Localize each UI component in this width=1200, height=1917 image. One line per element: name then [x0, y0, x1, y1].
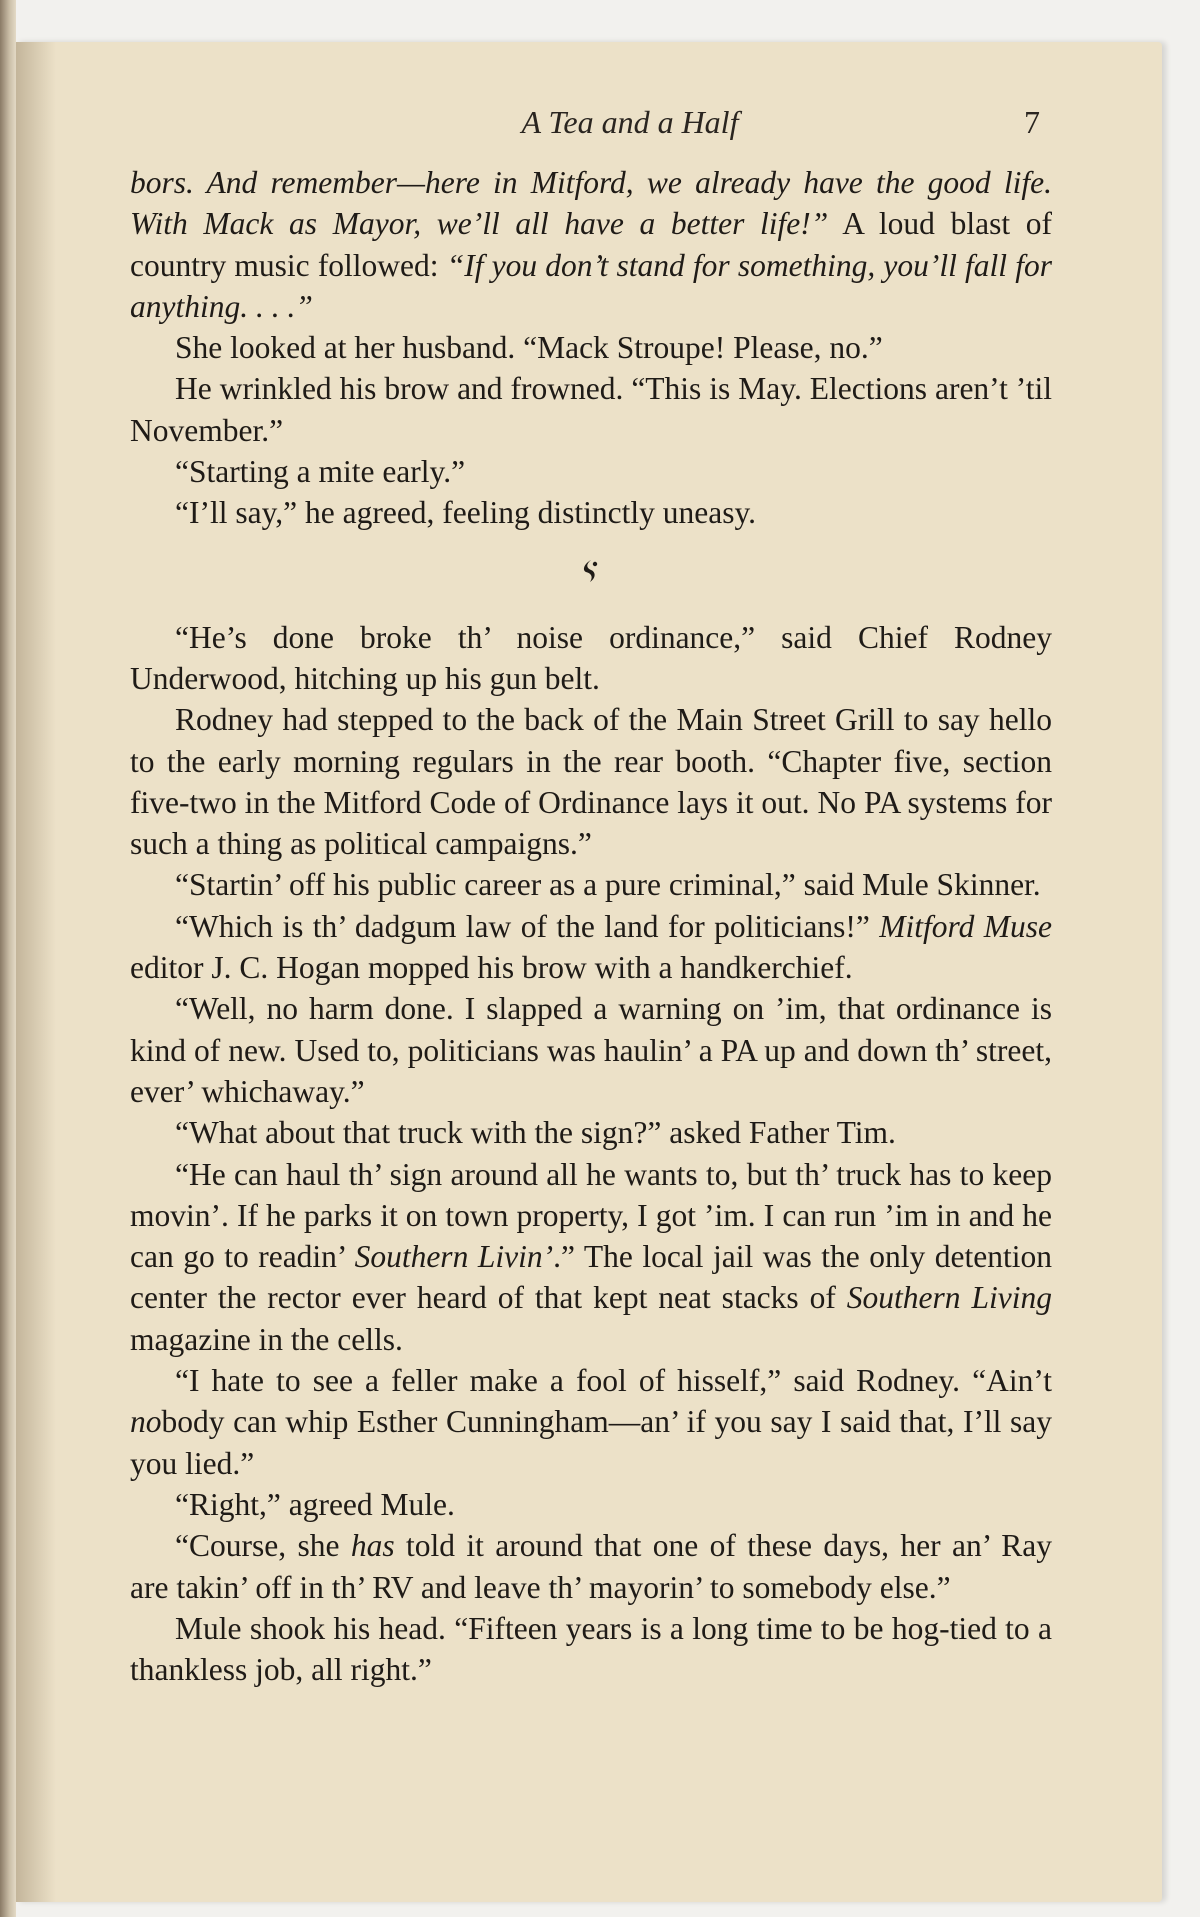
text-run: .” The local jail was the only detention center the rector ever heard of that kept neat stacks of [130, 1239, 1052, 1316]
italic-text-run: “If you don’t stand for something, you’ll fall for anything. . . .” [130, 247, 1052, 324]
paragraph [130, 162, 1052, 327]
paragraph [130, 699, 1052, 864]
page-number: 7 [1024, 104, 1040, 140]
paragraph [130, 906, 1052, 989]
italic-text-run: Mitford Muse [879, 908, 1052, 944]
text-run: Rodney had stepped to the back of the Main Street Grill to say hello to the early morning regulars in the rear booth. “Chapter five, section five-two in the Mitford Code of Ordinance lays it out. No PA systems for such a thing as political campaigns.” [130, 702, 1052, 862]
left-page-edge [0, 0, 16, 1917]
text-run: She looked at her husband. “Mack Stroupe! Please, no.” [175, 330, 883, 366]
text-run: magazine in the cells. [130, 1321, 403, 1357]
page-gutter-shadow [16, 42, 56, 1902]
paragraph [130, 617, 1052, 700]
text-run: “Well, no harm done. I slapped a warning on ’im, that ordinance is kind of new. Used to, politicians was haulin’ a PA up and down th’ street, ever’ whichaway.” [130, 991, 1052, 1109]
section-break [130, 554, 1052, 595]
paragraph [130, 864, 1052, 905]
text-run: “Right,” agreed Mule. [175, 1486, 455, 1522]
paragraph [130, 1608, 1052, 1691]
text-run: A loud blast of country music followed: [130, 206, 1052, 283]
paragraph [130, 988, 1052, 1112]
text-run: “Course, she [175, 1528, 351, 1564]
text-run: told it around that one of these days, her an’ Ray are takin’ off in th’ RV and leave th’ mayorin’ to somebody else.” [130, 1528, 1052, 1605]
paragraph [130, 1484, 1052, 1525]
text-run: editor J. C. Hogan mopped his brow with a handkerchief. [130, 950, 853, 986]
running-title: A Tea and a Half [521, 104, 739, 140]
italic-text-run: bors. And remember—here in Mitford, we already have the good life. With Mack as Mayor, we’ll all have a better life!” [130, 165, 1052, 242]
paragraph [130, 1360, 1052, 1484]
running-header [130, 104, 1050, 144]
paragraph [130, 451, 1052, 492]
italic-text-run: Southern Living [846, 1280, 1052, 1316]
text-run: “Starting a mite early.” [175, 454, 466, 490]
text-run: “Which is th’ dadgum law of the land for politicians!” [175, 908, 880, 944]
text-run: “What about that truck with the sign?” asked Father Tim. [175, 1115, 896, 1151]
italic-text-run: has [350, 1528, 395, 1564]
body-text [130, 162, 1052, 1690]
text-run: “Startin’ off his public career as a pure criminal,” said Mule Skinner. [175, 867, 1041, 903]
text-run: He wrinkled his brow and frowned. “This is May. Elections aren’t ’til November.” [130, 371, 1052, 448]
paragraph [130, 1112, 1052, 1153]
text-run: “I hate to see a feller make a fool of hisself,” said Rodney. “Ain’t [175, 1363, 1052, 1399]
text-run: “He’s done broke th’ noise ordinance,” said Chief Rodney Underwood, hitching up his gun belt. [130, 619, 1052, 696]
paragraph [130, 327, 1052, 368]
fleuron-ornament-icon [580, 558, 602, 591]
text-run: body can whip Esther Cunningham—an’ if you say I said that, I’ll say you lied.” [130, 1404, 1052, 1481]
text-run: “He can haul th’ sign around all he wants to, but th’ truck has to keep movin’. If he parks it on town property, I got ’im. I can run ’im in and he can go to readin’ [130, 1156, 1052, 1275]
paragraph [130, 492, 1052, 533]
text-run: Mule shook his head. “Fifteen years is a long time to be hog-tied to a thankless job, all right.” [130, 1610, 1052, 1688]
italic-text-run: Southern Livin’ [354, 1239, 554, 1275]
italic-text-run: no [130, 1404, 162, 1440]
paragraph [130, 368, 1052, 451]
paragraph [130, 1525, 1052, 1608]
text-run: “I’ll say,” he agreed, feeling distinctly uneasy. [175, 495, 757, 531]
paragraph [130, 1154, 1052, 1360]
